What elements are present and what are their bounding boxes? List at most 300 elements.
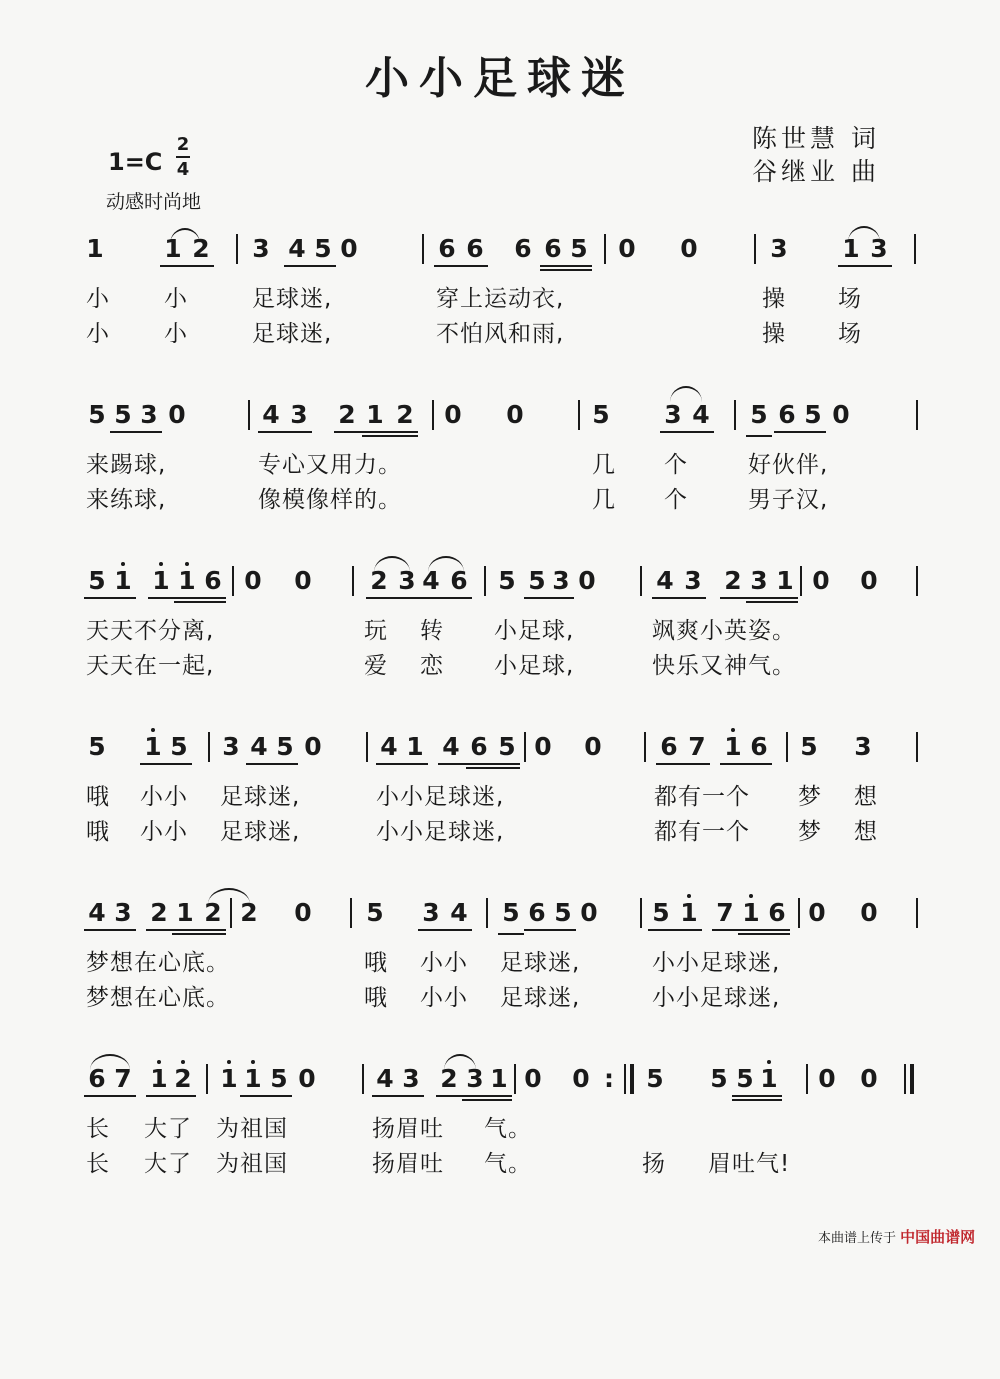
note: 6 (438, 234, 456, 263)
underline (148, 597, 226, 599)
note: 0 (534, 732, 552, 761)
note: 0 (168, 400, 186, 429)
underline (110, 431, 162, 433)
note: 5 (592, 400, 610, 429)
underline (774, 431, 826, 433)
high-octave-dot (121, 562, 125, 566)
note: 4 (380, 732, 398, 761)
note: 5 (88, 566, 106, 595)
note: 0 (298, 1064, 316, 1093)
final-barline-thick (910, 1064, 914, 1094)
note: 4 (288, 234, 306, 263)
barline (800, 566, 802, 596)
note: 3 (290, 400, 308, 429)
underline (540, 265, 592, 267)
barline (644, 732, 646, 762)
note: 5 (170, 732, 188, 761)
notation-line-4 (0, 730, 1000, 770)
notation-line-6 (0, 1062, 1000, 1102)
final-barline-thin (904, 1064, 906, 1094)
note: 5 (652, 898, 670, 927)
note: 6 (544, 234, 562, 263)
lyric-word: 梦想在心底。 (86, 985, 230, 1011)
time-signature-top: 2 (176, 134, 190, 155)
note: 6 (514, 234, 532, 263)
key-signature: 1=C (108, 148, 163, 176)
lyric-word: 哦 (364, 985, 388, 1011)
note: 1 (680, 898, 698, 927)
tie (670, 386, 702, 402)
note: 0 (680, 234, 698, 263)
underline (838, 265, 892, 267)
note: 4 (250, 732, 268, 761)
note: 1 (144, 732, 162, 761)
lyric-verse-2 (86, 481, 966, 511)
underline (712, 929, 790, 931)
note: 5 (646, 1064, 664, 1093)
note: 1 (742, 898, 760, 927)
note: 6 (470, 732, 488, 761)
barline (916, 898, 918, 928)
barline (366, 732, 368, 762)
note: 5 (528, 566, 546, 595)
underline (84, 597, 136, 599)
song-title: 小小足球迷 (365, 53, 635, 104)
note: 3 (140, 400, 158, 429)
note: 4 (422, 566, 440, 595)
high-octave-dot (159, 562, 163, 566)
lyric-word: 梦 (798, 784, 822, 810)
lyric-verse-1 (86, 446, 966, 476)
note: 5 (570, 234, 588, 263)
note: 0 (340, 234, 358, 263)
note: 0 (506, 400, 524, 429)
note: 5 (114, 400, 132, 429)
note: 3 (854, 732, 872, 761)
note: 2 (396, 400, 414, 429)
lyric-verse-1 (86, 1110, 966, 1140)
underline (434, 265, 488, 267)
note: 4 (262, 400, 280, 429)
barline (786, 732, 788, 762)
note: 0 (304, 732, 322, 761)
site-logo[interactable]: 中国曲谱网 (900, 1228, 976, 1246)
lyric-word: 长 (86, 1151, 110, 1177)
underline (334, 431, 418, 433)
lyric-word: 来练球, (86, 487, 167, 513)
underline (246, 763, 298, 765)
score-line-5 (0, 896, 1000, 1026)
underline (84, 929, 136, 931)
score-line-2 (0, 398, 1000, 528)
lyric-word: 几 (592, 452, 616, 478)
barline (352, 566, 354, 596)
lyric-word: 哦 (86, 784, 110, 810)
lyric-word: 小 (86, 286, 110, 312)
high-octave-dot (227, 1060, 231, 1064)
barline (916, 732, 918, 762)
barline (350, 898, 352, 928)
note: 5 (750, 400, 768, 429)
barline (206, 1064, 208, 1094)
note: 4 (450, 898, 468, 927)
lyric-word: 扬眉吐 (372, 1116, 444, 1142)
note: 1 (114, 566, 132, 595)
note: 6 (466, 234, 484, 263)
barline (754, 234, 756, 264)
note: 6 (528, 898, 546, 927)
note: 3 (750, 566, 768, 595)
underline (498, 933, 524, 935)
note: 0 (294, 566, 312, 595)
notation-line-5 (0, 896, 1000, 936)
lyric-word: 大了 (144, 1151, 192, 1177)
underline (146, 1095, 196, 1097)
lyric-word: 专心又用力。 (258, 452, 402, 478)
barline (362, 1064, 364, 1094)
barline (248, 400, 250, 430)
note: 0 (860, 566, 878, 595)
lyric-word: 扬 (642, 1151, 666, 1177)
lyric-word: 扬眉吐 (372, 1151, 444, 1177)
repeat-sign: : (604, 1064, 614, 1093)
time-signature-bottom: 4 (176, 159, 190, 180)
note: 4 (376, 1064, 394, 1093)
underline (746, 435, 772, 437)
lyric-word: 小足球, (494, 653, 575, 679)
underline (84, 1095, 136, 1097)
note: 2 (724, 566, 742, 595)
lyric-word: 小小足球迷, (652, 950, 781, 976)
note: 5 (800, 732, 818, 761)
barline (604, 234, 606, 264)
note: 1 (86, 234, 104, 263)
note: 5 (502, 898, 520, 927)
barline (432, 400, 434, 430)
note: 6 (768, 898, 786, 927)
underline (524, 929, 576, 931)
note: 2 (370, 566, 388, 595)
note: 3 (552, 566, 570, 595)
note: 6 (450, 566, 468, 595)
tie (444, 1054, 476, 1070)
note: 5 (270, 1064, 288, 1093)
tie (170, 228, 200, 244)
note: 1 (178, 566, 196, 595)
note: 2 (204, 898, 222, 927)
lyric-word: 长 (86, 1116, 110, 1142)
note: 2 (192, 234, 210, 263)
time-signature (176, 134, 190, 180)
lyric-word: 为祖国 (216, 1151, 288, 1177)
note: 1 (406, 732, 424, 761)
lyric-word: 都有一个 (654, 819, 750, 845)
underline (720, 763, 772, 765)
notation-line-2 (0, 398, 1000, 438)
tie (848, 226, 880, 242)
lyric-verse-2 (86, 1145, 966, 1175)
lyric-word: 小 (86, 321, 110, 347)
underline (746, 601, 798, 603)
barline (524, 732, 526, 762)
lyric-word: 足球迷, (500, 950, 581, 976)
high-octave-dot (151, 728, 155, 732)
note: 6 (88, 1064, 106, 1093)
high-octave-dot (767, 1060, 771, 1064)
lyric-word: 小小足球迷, (652, 985, 781, 1011)
note: 5 (498, 732, 516, 761)
note: 0 (524, 1064, 542, 1093)
lyric-verse-1 (86, 612, 966, 642)
note: 5 (88, 400, 106, 429)
note: 1 (220, 1064, 238, 1093)
note: 2 (150, 898, 168, 927)
note: 0 (860, 1064, 878, 1093)
lyric-word: 哦 (86, 819, 110, 845)
note: 2 (338, 400, 356, 429)
note: 1 (776, 566, 794, 595)
note: 0 (244, 566, 262, 595)
lyric-word: 操 (762, 321, 786, 347)
high-octave-dot (687, 894, 691, 898)
lyric-word: 个 (664, 487, 688, 513)
note: 4 (692, 400, 710, 429)
high-octave-dot (251, 1060, 255, 1064)
lyric-word: 快乐又神气。 (652, 653, 796, 679)
composer-credit: 谷继业 曲 (752, 157, 880, 186)
barline (230, 898, 232, 928)
lyric-word: 大了 (144, 1116, 192, 1142)
lyric-word: 天天不分离, (86, 618, 215, 644)
lyric-word: 个 (664, 452, 688, 478)
note: 1 (724, 732, 742, 761)
note: 3 (466, 1064, 484, 1093)
high-octave-dot (157, 1060, 161, 1064)
lyricist-credit: 陈世慧 词 (752, 124, 880, 153)
time-signature-line (176, 156, 190, 158)
lyric-word: 来踢球, (86, 452, 167, 478)
note: 5 (710, 1064, 728, 1093)
note: 0 (294, 898, 312, 927)
underline (140, 763, 192, 765)
lyric-word: 为祖国 (216, 1116, 288, 1142)
underline (732, 1099, 782, 1101)
high-octave-dot (749, 894, 753, 898)
note: 3 (252, 234, 270, 263)
barline (640, 898, 642, 928)
lyric-word: 场 (838, 286, 862, 312)
barline (232, 566, 234, 596)
lyric-word: 足球迷, (252, 286, 333, 312)
note: 0 (812, 566, 830, 595)
note: 1 (176, 898, 194, 927)
high-octave-dot (181, 1060, 185, 1064)
underline (648, 929, 702, 931)
note: 5 (736, 1064, 754, 1093)
note: 3 (114, 898, 132, 927)
lyric-word: 小小 (140, 819, 188, 845)
note: 0 (444, 400, 462, 429)
lyric-word: 小小足球迷, (376, 784, 505, 810)
note: 5 (498, 566, 516, 595)
lyric-word: 小足球, (494, 618, 575, 644)
barline (514, 1064, 516, 1094)
score-line-3 (0, 564, 1000, 694)
note: 3 (422, 898, 440, 927)
score-line-4 (0, 730, 1000, 860)
barline (208, 732, 210, 762)
note: 0 (578, 566, 596, 595)
note: 5 (366, 898, 384, 927)
note: 0 (808, 898, 826, 927)
note: 1 (152, 566, 170, 595)
underline (284, 265, 336, 267)
note: 6 (204, 566, 222, 595)
note: 0 (584, 732, 602, 761)
note: 5 (314, 234, 332, 263)
tie (374, 556, 410, 572)
barline (914, 234, 916, 264)
note: 1 (760, 1064, 778, 1093)
lyric-word: 飒爽小英姿。 (652, 618, 796, 644)
lyric-word: 都有一个 (654, 784, 750, 810)
lyric-word: 梦想在心底。 (86, 950, 230, 976)
lyric-verse-2 (86, 315, 966, 345)
underline (418, 929, 472, 931)
barline (806, 1064, 808, 1094)
underline (376, 763, 428, 765)
underline (438, 763, 520, 765)
barline (798, 898, 800, 928)
lyric-word: 穿上运动衣, (436, 286, 565, 312)
lyric-word: 天天在一起, (86, 653, 215, 679)
note: 0 (618, 234, 636, 263)
note: 1 (150, 1064, 168, 1093)
note: 2 (440, 1064, 458, 1093)
notation-line-3 (0, 564, 1000, 604)
underline (462, 1099, 512, 1101)
note: 4 (88, 898, 106, 927)
score-line-1 (0, 232, 1000, 362)
repeat-barline-thin (624, 1064, 626, 1094)
barline (422, 234, 424, 264)
lyric-word: 玩 (364, 618, 388, 644)
lyric-word: 足球迷, (500, 985, 581, 1011)
lyric-verse-2 (86, 979, 966, 1009)
note: 0 (832, 400, 850, 429)
note: 4 (656, 566, 674, 595)
note: 5 (554, 898, 572, 927)
underline (160, 265, 214, 267)
lyric-word: 好伙伴, (748, 452, 829, 478)
lyric-word: 小 (164, 321, 188, 347)
lyric-word: 小 (164, 286, 188, 312)
lyric-word: 足球迷, (252, 321, 333, 347)
note: 4 (442, 732, 460, 761)
lyric-word: 足球迷, (220, 784, 301, 810)
lyric-verse-1 (86, 778, 966, 808)
lyric-word: 像模像样的。 (258, 487, 402, 513)
barline (486, 898, 488, 928)
note: 1 (244, 1064, 262, 1093)
score-line-6 (0, 1062, 1000, 1192)
note: 5 (804, 400, 822, 429)
underline (720, 597, 798, 599)
lyric-verse-2 (86, 647, 966, 677)
underline (524, 597, 574, 599)
note: 6 (660, 732, 678, 761)
note: 0 (580, 898, 598, 927)
lyric-word: 不怕风和雨, (436, 321, 565, 347)
note: 1 (490, 1064, 508, 1093)
lyric-word: 想 (854, 819, 878, 845)
barline (484, 566, 486, 596)
note: 3 (222, 732, 240, 761)
lyric-word: 气。 (484, 1116, 532, 1142)
barline (916, 566, 918, 596)
underline (240, 1095, 292, 1097)
note: 1 (366, 400, 384, 429)
underline (174, 601, 226, 603)
tempo-marking: 动感时尚地 (106, 191, 202, 213)
upload-note: 本曲谱上传于 (818, 1231, 897, 1246)
underline (732, 1095, 782, 1097)
underline (146, 929, 226, 931)
note: 1 (842, 234, 860, 263)
underline (366, 597, 420, 599)
lyric-verse-1 (86, 280, 966, 310)
lyric-word: 爱 (364, 653, 388, 679)
note: 0 (572, 1064, 590, 1093)
note: 1 (164, 234, 182, 263)
note: 2 (240, 898, 258, 927)
note: 0 (818, 1064, 836, 1093)
lyric-word: 小小 (420, 950, 468, 976)
note: 0 (860, 898, 878, 927)
lyric-word: 足球迷, (220, 819, 301, 845)
lyric-word: 男子汉, (748, 487, 829, 513)
note: 3 (664, 400, 682, 429)
lyric-word: 小小 (420, 985, 468, 1011)
underline (660, 431, 714, 433)
barline (640, 566, 642, 596)
lyric-word: 场 (838, 321, 862, 347)
tie (428, 556, 464, 572)
underline (172, 933, 226, 935)
high-octave-dot (185, 562, 189, 566)
footer (818, 1226, 975, 1247)
underline (362, 435, 418, 437)
note: 6 (778, 400, 796, 429)
note: 3 (870, 234, 888, 263)
note: 3 (684, 566, 702, 595)
underline (652, 597, 706, 599)
barline (236, 234, 238, 264)
note: 3 (402, 1064, 420, 1093)
lyric-word: 梦 (798, 819, 822, 845)
underline (436, 1095, 512, 1097)
high-octave-dot (731, 728, 735, 732)
credits (752, 122, 880, 188)
lyric-word: 想 (854, 784, 878, 810)
barline (916, 400, 918, 430)
underline (540, 269, 592, 271)
note: 3 (398, 566, 416, 595)
lyric-verse-2 (86, 813, 966, 843)
underline (656, 763, 710, 765)
note: 3 (770, 234, 788, 263)
repeat-barline-thick (630, 1064, 634, 1094)
